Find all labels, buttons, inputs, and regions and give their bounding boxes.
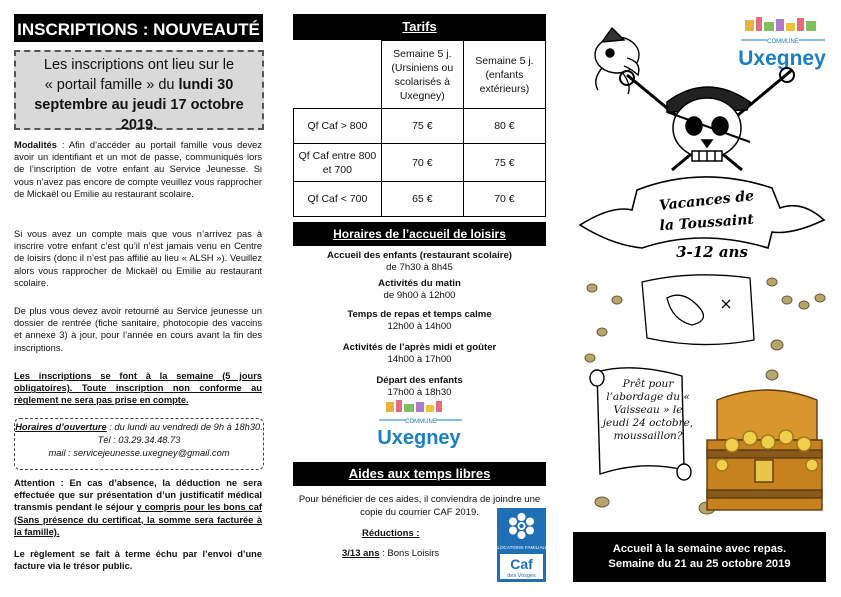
schedule-time: 12h00 à 14h00 (387, 321, 452, 332)
schedule-item (293, 250, 546, 274)
table-cell: 80 € (463, 109, 545, 144)
logo-commune-label: COMMUNE (767, 39, 799, 45)
skull-icon (667, 87, 750, 161)
logo-name: Uxegney (377, 427, 461, 449)
pirate-illustration (572, 20, 834, 525)
opening-hours-line (15, 421, 263, 447)
schedule-item (293, 375, 546, 399)
schedule-heading: Accueil des enfants (restaurant scolaire) (326, 250, 512, 261)
table-cell: 70 € (463, 182, 545, 217)
parrot-icon (595, 28, 639, 94)
schedule-heading: Activités du matin (378, 278, 461, 289)
intro-line: 2019. (120, 117, 158, 133)
modalites-paragraph (14, 139, 262, 200)
absence-paragraph (14, 477, 262, 538)
treasure-chest-icon (707, 390, 822, 510)
caf-label: Caf (510, 556, 533, 572)
vacances-banner (580, 177, 824, 261)
dossier-paragraph: De plus vous devez avoir retourné au Service jeunesse un dossier de rentrée (fiche sanitaire, photocopie des vaccins et annexe 3) à jour, pour l’année en cours avant la fin des inscriptions. (14, 306, 262, 353)
aides-text: Pour bénéficier de ces aides, il conviendra de joindre une copie du courrier CAF 2019. (298, 494, 541, 518)
reductions-age: 3/13 ans (342, 548, 380, 559)
intro-line (16, 75, 262, 95)
schedule-item (293, 278, 546, 302)
tarifs-title: Tarifs (293, 14, 546, 40)
intro-line: Les inscriptions ont lieu sur le (43, 57, 235, 73)
banner-line-2: la Toussaint (659, 211, 755, 235)
logo-house-shape (396, 400, 402, 412)
schedule-time: de 9h00 à 12h00 (383, 290, 456, 301)
logo-house-shape (416, 402, 424, 412)
schedule-time: 17h00 à 18h30 (387, 387, 452, 398)
table-row-label: Qf Caf entre 800 et 700 (294, 144, 382, 182)
reductions-line (342, 548, 439, 559)
intro-date-start: lundi 30 (178, 77, 234, 93)
aides-title: Aides aux temps libres (293, 462, 546, 486)
caf-logo (491, 508, 552, 582)
banner-line-1: Vacances de (658, 188, 755, 214)
inscriptions-title: INSCRIPTIONS : NOUVEAUTÉ (14, 14, 263, 42)
table-row (294, 109, 546, 144)
table-cell: 75 € (463, 144, 545, 182)
weekly-rule-paragraph: Les inscriptions se font à la semaine (5 jours obligatoires). Toute inscription non conforme au règlement ne sera pas prise en compte. (14, 371, 262, 406)
logo-house-shape (386, 402, 394, 412)
table-header-row (294, 41, 546, 109)
table-header-cell: Semaine 5 j. (Ursiniens ou scolarisés à Uxegney) (381, 41, 463, 109)
table-cell: 75 € (381, 109, 463, 144)
table-row-label: Qf Caf > 800 (294, 109, 382, 144)
absence-caf-note: y compris pour les bons caf (Sans présence du certificat, la somme sera facturée à la famille). (14, 502, 262, 537)
caf-sub-label: des Vosges (507, 573, 536, 579)
opening-hours-box (14, 418, 264, 470)
schedule-time: 14h00 à 17h00 (387, 354, 452, 365)
reductions-bons: : Bons Loisirs (379, 548, 440, 559)
tarifs-table (293, 40, 546, 217)
payment-paragraph: Le règlement se fait à terme échu par l’envoi d’une facture via le trésor public. (14, 549, 262, 572)
uxegney-logo (374, 400, 464, 456)
table-cell: 70 € (381, 144, 463, 182)
logo-house-shape (404, 404, 414, 412)
modalites-text: : Afin d’accéder au portail famille vous devez avoir un identifiant et un mot de passe, communiqués lors de l’inscription de votre enfant au Service Jeunesse. Si vous n’avez pas encore de compte veuillez vous rapprocher de Mickaël ou Emilie au restaurant scolaire. (14, 140, 262, 199)
schedule-time: de 7h30 à 8h45 (386, 262, 453, 273)
logo-house-shape (436, 401, 442, 412)
treasure-map-icon (642, 275, 754, 345)
banner-ages: 3-12 ans (676, 243, 748, 261)
schedule-item (293, 309, 546, 333)
logo-name: Uxegney (738, 47, 826, 70)
table-row (294, 182, 546, 217)
logo-house-shape (426, 405, 434, 412)
account-paragraph: Si vous avez un compte mais que vous n’arrivez pas à inscrire votre enfant c’est qu’il n’est jamais venu en Centre de loisirs (donc il n’est pas affilié au lieu « ALSH »). Veuillez alors vous rapprocher de Mickaël ou Emilie au restaurant scolaire. (14, 229, 262, 288)
footer-line-1: Accueil à la semaine avec repas. (612, 543, 787, 555)
schedule-heading: Temps de repas et temps calme (347, 309, 492, 320)
intro-line: septembre au jeudi 17 octobre (34, 97, 244, 113)
table-corner-cell (294, 41, 382, 109)
opening-hours-label: Horaires d’ouverture (15, 422, 107, 432)
scroll-message: Prêt pour l’abordage du « Vaisseau » le jeudi 24 octobre, moussaillon? (602, 378, 694, 442)
table-cell: 65 € (381, 182, 463, 217)
caf-small-label: ALLOCATIONS FAMILIALES (491, 545, 552, 550)
schedule-item (293, 342, 546, 366)
table-row-label: Qf Caf < 700 (294, 182, 382, 217)
table-header-cell: Semaine 5 j. (enfants extérieurs) (463, 41, 545, 109)
schedule-heading: Départ des enfants (376, 375, 463, 386)
horaires-title: Horaires de l’accueil de loisirs (293, 222, 546, 246)
schedule-heading: Activités de l’après midi et goûter (342, 342, 497, 353)
table-row (294, 144, 546, 182)
opening-hours-text: : du lundi au vendredi de 9h à 18h30. Tél : 03.29.34.48.73 (97, 422, 263, 445)
absence-text: Attention : En cas d’absence, la déduction ne sera effectuée que sur présentation d’un justificatif médical transmis pendant le séjour (14, 478, 262, 513)
logo-commune-label: COMMUNE (405, 419, 437, 425)
reductions-label: Réductions : (362, 528, 420, 539)
footer-box (573, 532, 826, 582)
footer-line-2: Semaine du 21 au 25 octobre 2019 (608, 558, 791, 570)
intro-text: « portail famille » du (44, 77, 179, 93)
modalites-label: Modalités (14, 140, 57, 150)
inscriptions-intro-box (14, 50, 264, 133)
email-line: mail : servicejeunesse.uxegney@gmail.com (48, 448, 230, 458)
